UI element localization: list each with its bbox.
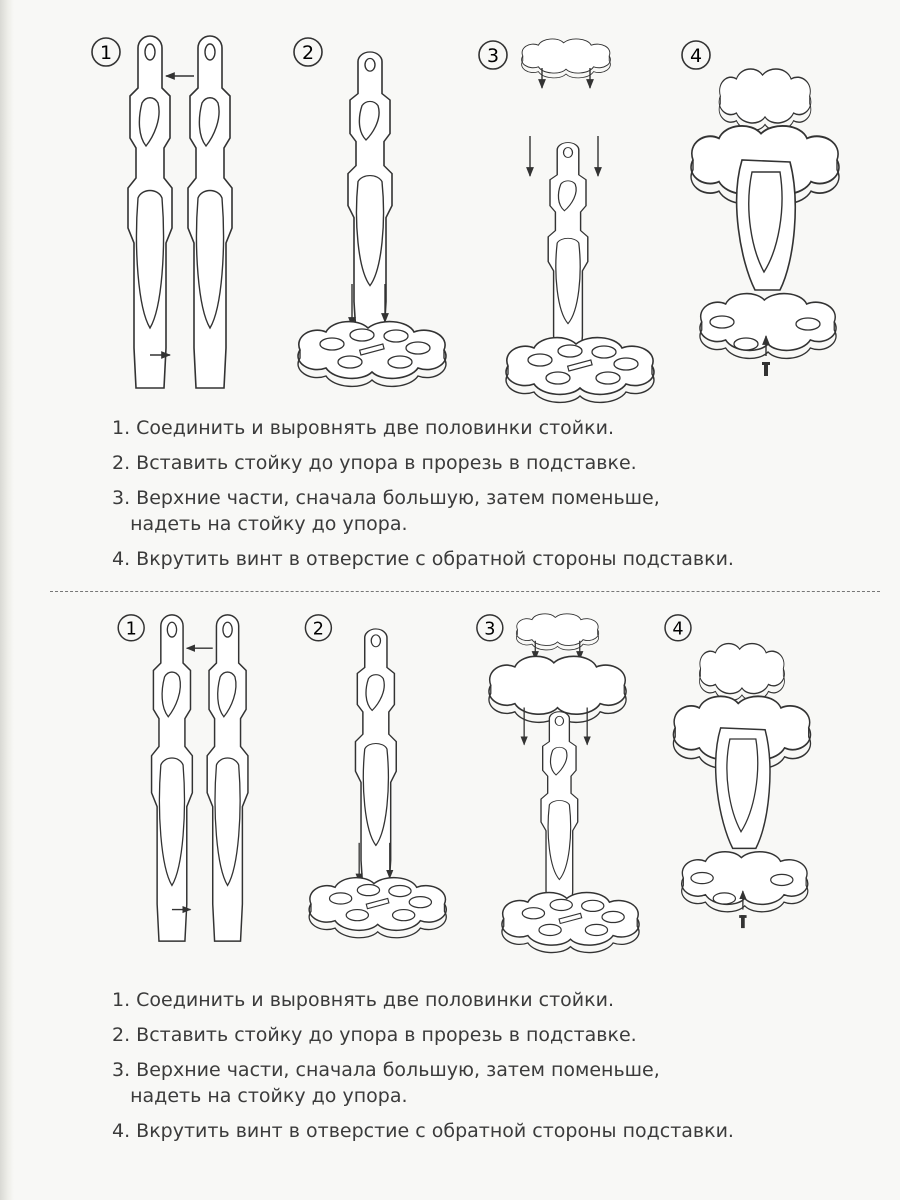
instruction-step-4-bottom: 4. Вкрутить винт в отверстие с обратной стороны подставки. [112, 1120, 734, 1142]
step-3-diagram [506, 39, 900, 402]
step-4-number: 4 [689, 45, 703, 67]
step-3-number: 3 [486, 45, 500, 67]
step-1-diagram-bottom [152, 615, 248, 941]
instruction-sheet-top [0, 0, 900, 590]
step-2-badge [294, 38, 322, 66]
screw-icon [762, 362, 770, 376]
instruction-step-2: 2. Вставить стойку до упора в прорезь в подставке. [112, 452, 637, 474]
step-1-number: 1 [99, 42, 113, 64]
step-2-number-bottom: 2 [312, 619, 324, 640]
step-2-badge-bottom [305, 615, 331, 641]
step-1-badge-bottom [118, 615, 144, 641]
post-half-left [128, 36, 172, 388]
step-3-badge-bottom [477, 615, 503, 641]
step-4-diagram [691, 69, 839, 376]
instruction-step-3: 3. Верхние части, сначала большую, затем поменьше, надеть на стойку до упора. [112, 487, 660, 535]
base-plate [298, 322, 446, 387]
instruction-step-1-bottom: 1. Соединить и выровнять две половинки стойки. [112, 989, 614, 1011]
step-4-badge-bottom [665, 615, 691, 641]
instruction-list-bottom [112, 987, 734, 1153]
step-1-diagram [128, 36, 232, 388]
cut-line-dashed [50, 591, 880, 592]
step-3-number-bottom: 3 [484, 619, 496, 640]
post-half-right [188, 36, 232, 388]
step-2-number: 2 [301, 42, 315, 64]
step-3-badge [479, 41, 507, 69]
step-2-diagram-bottom [309, 629, 446, 938]
step-1-number-bottom: 1 [125, 619, 137, 640]
instruction-list-top [112, 415, 734, 581]
instruction-step-3-bottom: 3. Верхние части, сначала большую, затем поменьше, надеть на стойку до упора. [112, 1059, 660, 1107]
screw-icon-bottom [739, 915, 746, 928]
instruction-step-1: 1. Соединить и выровнять две половинки стойки. [112, 417, 614, 439]
step-4-badge [682, 41, 710, 69]
step-4-diagram-bottom [673, 644, 810, 929]
step-1-badge [92, 38, 120, 66]
instruction-step-4: 4. Вкрутить винт в отверстие с обратной стороны подставки. [112, 548, 734, 570]
step-4-number-bottom: 4 [672, 619, 684, 640]
assembly-illustrations-top [0, 0, 900, 410]
assembly-illustrations-bottom [0, 600, 900, 980]
step-3-diagram-bottom [489, 614, 639, 953]
instruction-step-2-bottom: 2. Вставить стойку до упора в прорезь в подставке. [112, 1024, 637, 1046]
instruction-sheet-bottom [0, 600, 900, 1200]
step-2-diagram [298, 52, 446, 386]
